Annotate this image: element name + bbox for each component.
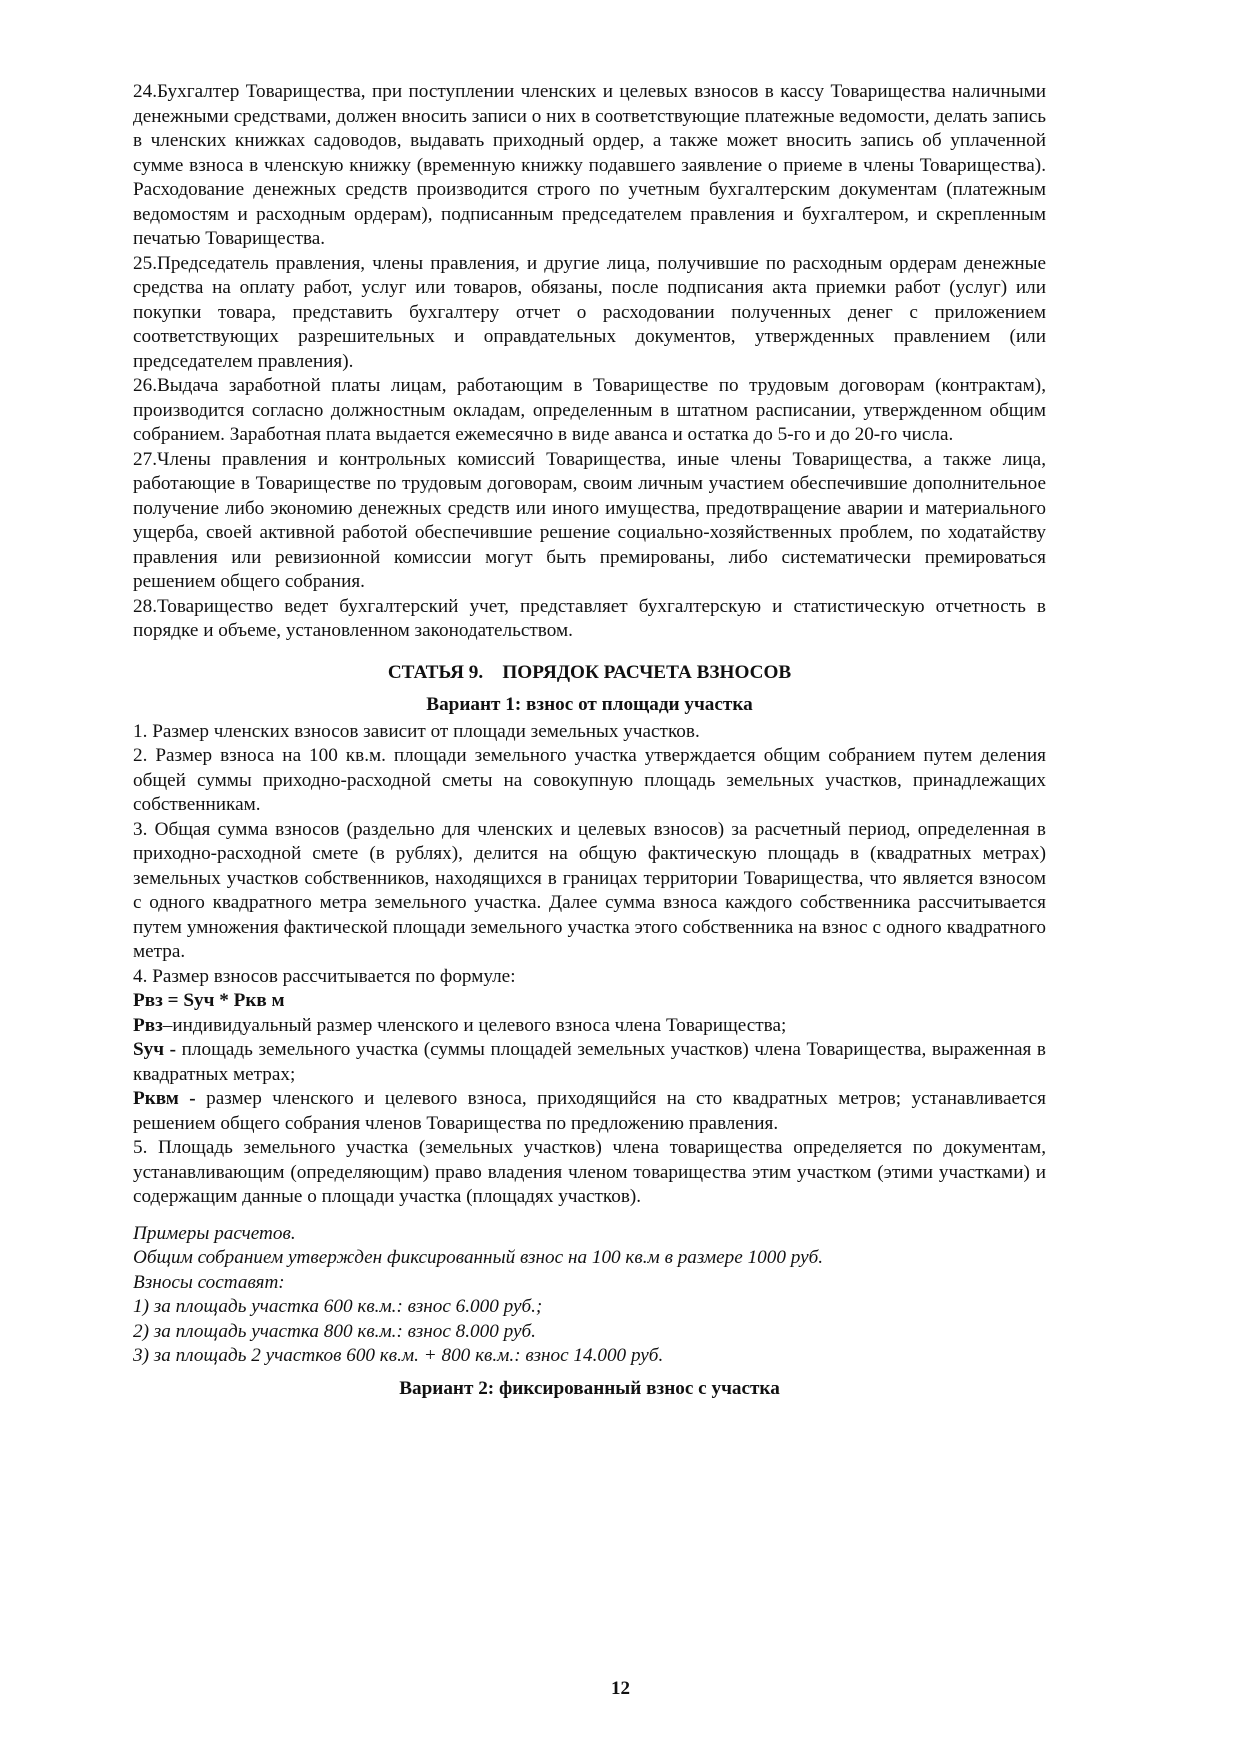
definition-rvz bbox=[133, 1014, 1046, 1039]
definition-text: размер членского и целевого взноса, приходящийся на сто квадратных метров; устанавливается решением общего собрания членов Товарищества по предложению правления. bbox=[133, 1088, 1046, 1134]
example-line: Взносы составят: bbox=[133, 1271, 285, 1293]
variant1-item-3: 3. Общая сумма взносов (раздельно для членских и целевых взносов) за расчетный период, определенная в приходно-расходной смете (в рублях), делится на общую фактическую площадь в (квадратных метрах) земельных участков собственников, находящихся в границах территории Товарищества, что является взносом с одного квадратного метра земельного участка. Далее сумма взноса каждого собственника рассчитывается путем умножения фактической площади земельного участка этого собственника на взнос с одного квадратного метра. bbox=[133, 818, 1046, 962]
example-line: Общим собранием утвержден фиксированный взнос на 100 кв.м в размере 1000 руб. bbox=[133, 1247, 824, 1268]
page-number: 12 bbox=[611, 1678, 630, 1699]
document-page bbox=[133, 80, 1046, 1401]
spacer bbox=[133, 1210, 1046, 1222]
paragraph-25: 25.Председатель правления, члены правления, и другие лица, получившие по расходным ордерам денежные средства на оплату работ, услуг или товаров, обязаны, после подписания акта приемки работ (услуг) или покупки товара, представить бухгалтеру отчет о расходовании полученных денег с приложением соответствующих разрешительных и оправдательных документов, утвержденных правлением (или председателем правления). bbox=[133, 252, 1046, 372]
variant1-item-4: 4. Размер взносов рассчитывается по формуле: bbox=[133, 965, 516, 987]
paragraph-28: 28.Товарищество ведет бухгалтерский учет, представляет бухгалтерскую и статистическую отчетность в порядке и объеме, установленном законодательством. bbox=[133, 595, 1046, 641]
variant1-item-2: 2. Размер взноса на 100 кв.м. площади земельного участка утверждается общим собранием путем деления общей суммы приходно-расходной сметы на совокупную площадь земельных участков, принадлежащих собственникам. bbox=[133, 745, 1046, 815]
article-heading: СТАТЬЯ 9. ПОРЯДОК РАСЧЕТА ВЗНОСОВ bbox=[387, 661, 792, 683]
variant2-heading: Вариант 2: фиксированный взнос с участка bbox=[399, 1377, 780, 1399]
example-line: 2) за площадь участка 800 кв.м.: взнос 8.000 руб. bbox=[133, 1320, 536, 1342]
paragraph-27: 27.Члены правления и контрольных комиссий Товарищества, иные члены Товарищества, а также лица, работающие в Товариществе по трудовым договорам, своим личным участием обеспечившие дополнительное получение либо экономию денежных средств или иного имущества, предотвращение аварии и материального ущерба, своей активной работой обеспечившие решение социально-хозяйственных проблем, по ходатайству правления или ревизионной комиссии могут быть премированы, либо систематически премироваться решением общего собрания. bbox=[133, 448, 1046, 592]
example-line: 3) за площадь 2 участков 600 кв.м. + 800 кв.м.: взнос 14.000 руб. bbox=[133, 1345, 664, 1366]
definition-term: Рквм - bbox=[133, 1088, 196, 1109]
variant1-item-5: 5. Площадь земельного участка (земельных участков) члена товарищества определяется по документам, устанавливающим (определяющим) право владения членом товарищества этим участком (этими участками) и содержащим данные о площади участка (площадях участков). bbox=[133, 1137, 1046, 1207]
definition-text: площадь земельного участка (суммы площадей земельных участков) члена Товарищества, выраженная в квадратных метрах; bbox=[133, 1039, 1046, 1085]
definition-such bbox=[133, 1038, 1046, 1087]
variant1-heading: Вариант 1: взнос от площади участка bbox=[426, 694, 753, 715]
paragraph-26: 26.Выдача заработной платы лицам, работающим в Товариществе по трудовым договорам (контрактам), производится согласно должностным окладам, определенным в штатном расписании, утвержденном общим собранием. Заработная плата выдается ежемесячно в виде аванса и остатка до 5-го и до 20-го числа. bbox=[133, 375, 1046, 445]
definition-term: Sуч - bbox=[133, 1039, 177, 1060]
example-line: 1) за площадь участка 600 кв.м.: взнос 6.000 руб.; bbox=[133, 1296, 543, 1317]
definition-text: –индивидуальный размер членского и целевого взноса члена Товарищества; bbox=[162, 1014, 787, 1036]
variant1-item-1: 1. Размер членских взносов зависит от площади земельных участков. bbox=[133, 720, 700, 742]
example-line: Примеры расчетов. bbox=[133, 1222, 296, 1244]
definition-term: Рвз bbox=[133, 1014, 163, 1036]
definition-rkvm bbox=[133, 1087, 1046, 1136]
formula: Рвз = Sуч * Ркв м bbox=[133, 990, 285, 1011]
paragraph-24: 24.Бухгалтер Товарищества, при поступлении членских и целевых взносов в кассу Товарищества наличными денежными средствами, должен вносить записи о них в соответствующие платежные ведомости, делать запись в членских книжках садоводов, выдавать приходный ордер, а также может вносить запись об уплаченной сумме взноса в членскую книжку (временную книжку подавшего заявление о приеме в члены Товарищества). Расходование денежных средств производится строго по учетным бухгалтерским документам (платежным ведомостям и расходным ордерам), подписанным председателем правления и бухгалтером, и скрепленным печатью Товарищества. bbox=[133, 81, 1046, 249]
